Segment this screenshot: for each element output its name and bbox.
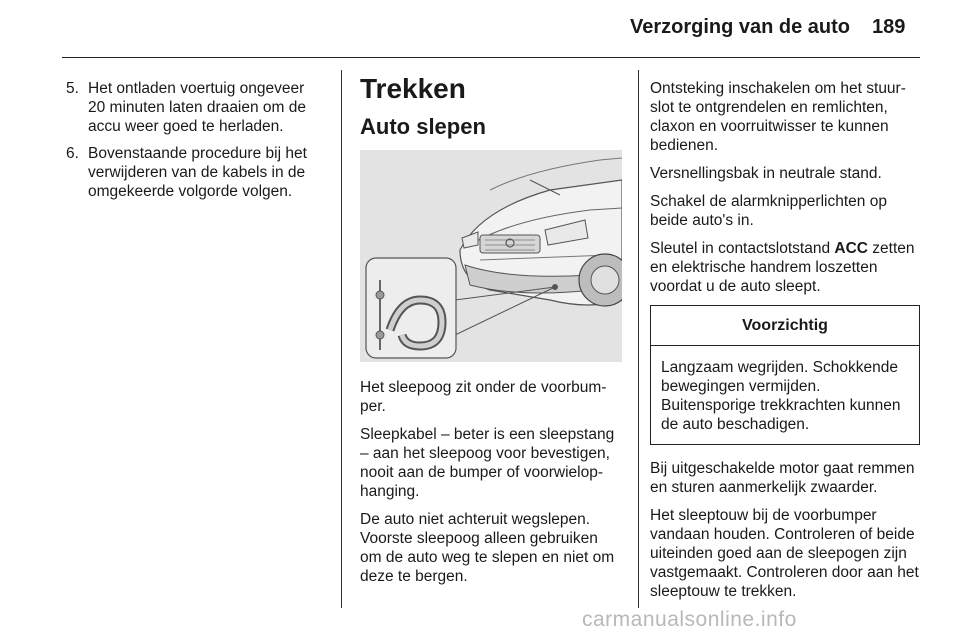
column-divider-left [341, 70, 342, 608]
paragraph: Versnellingsbak in neutrale stand. [650, 165, 882, 182]
text-run: Sleutel in contactslotstand [650, 240, 835, 257]
list-number: 6. [66, 145, 79, 162]
running-header-title: Verzorging van de auto [629, 16, 850, 38]
paragraph: Het sleepoog zit onder de voorbumper. [360, 379, 607, 415]
column-divider-right [638, 70, 639, 608]
list-item [62, 144, 324, 201]
watermark: carmanualsonline.info [582, 608, 797, 631]
column-2 [360, 72, 622, 595]
paragraph: Sleepkabel – beter is een sleepstang – aan het sleepoog voor bevestigen, nooit aan de bumper of voorwielophanging. [360, 426, 615, 500]
paragraph: De auto niet achteruit wegslepen. Voorste sleepoog alleen gebruiken om de auto weg te slepen en niet om deze te bergen. [360, 511, 615, 585]
column-1 [62, 79, 324, 209]
paragraph: Het sleeptouw bij de voorbumper vandaan houden. Controleren of beide uiteinden goed aan de sleepogen zijn vastgemaakt. Controleren door aan het sleeptouw te trekken. [650, 507, 919, 600]
header-divider [62, 57, 920, 58]
list-text: Het ontladen voertuig ongeveer 20 minuten laten draaien om de accu weer goed te herladen. [88, 80, 307, 135]
list-item [62, 79, 324, 136]
column-3 [650, 79, 920, 610]
section-subheading: Auto slepen [360, 114, 486, 139]
caution-body: Langzaam wegrijden. Schokkende bewegingen vermijden. Buitensporige trekkrachten kunnen de auto beschadigen. [661, 359, 901, 433]
caution-title: Voorzichtig [651, 306, 919, 346]
key-position-acc: ACC [834, 240, 868, 257]
paragraph [650, 239, 920, 296]
paragraph: Bij uitgeschakelde motor gaat remmen en sturen aanmerkelijk zwaarder. [650, 460, 915, 496]
text-run: zetten en elektrische handrem loszetten voordat u de auto sleept. [650, 240, 915, 295]
section-heading: Trekken [360, 73, 466, 104]
towing-eye-illustration [360, 150, 622, 362]
paragraph: Schakel de alarmknipperlichten op beide auto's in. [650, 193, 887, 229]
list-number: 5. [66, 80, 79, 97]
caution-box [650, 305, 920, 445]
page-number: 189 [872, 16, 906, 38]
list-text: Bovenstaande procedure bij het verwijderen van de kabels in de omgekeerde volgorde volgen. [88, 145, 307, 200]
paragraph: Ontsteking inschakelen om het stuurslot te ontgrendelen en remlichten, claxon en voorruitwisser te kunnen bedienen. [650, 80, 906, 154]
